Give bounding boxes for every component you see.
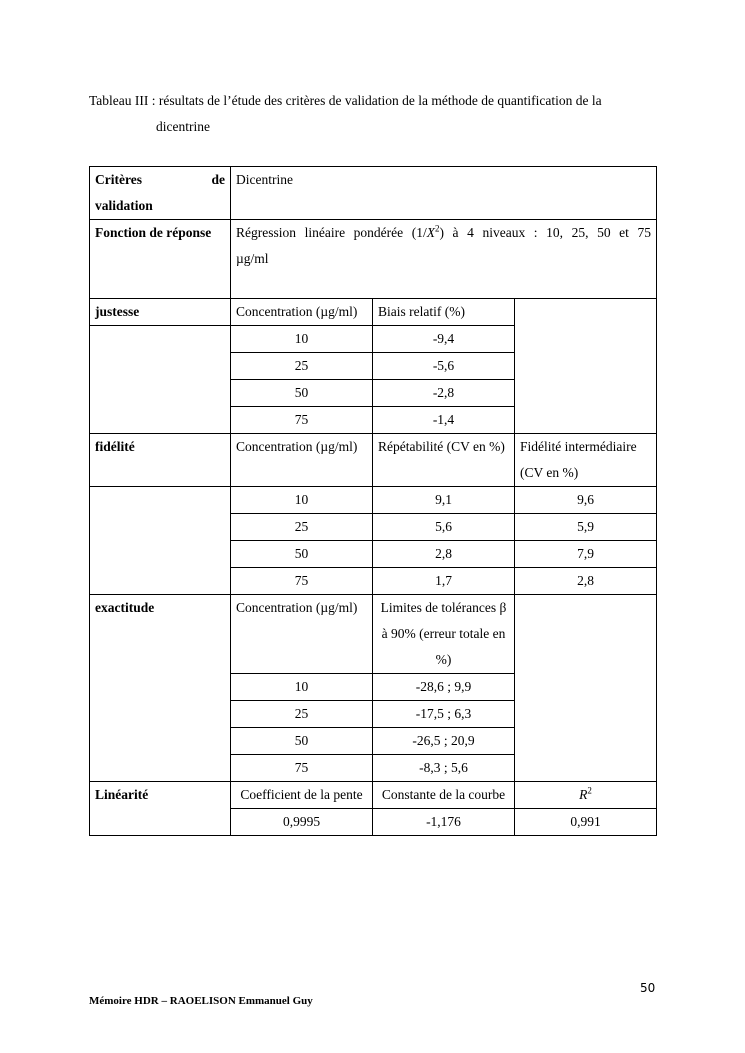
fidelite-inter: 2,8 [515,568,657,595]
criteria-label-word-1: Critères [95,172,142,187]
caption-line-1: Tableau III : résultats de l’étude des critères de validation de la méthode de quantification de la [89,93,602,108]
fidelite-col1: Concentration (µg/ml) [231,434,373,487]
exactitude-header-row [90,595,657,674]
fidelite-repeat: 9,1 [373,487,515,514]
criteria-header-cell [90,167,231,220]
response-text-b: ) à 4 niveaux : 10, 25, 50 et 75 [439,225,652,240]
exactitude-conc: 50 [231,728,373,755]
response-row [90,220,657,299]
empty-cell [90,487,231,595]
linearite-col3 [515,782,657,809]
fidelite-repeat: 2,8 [373,541,515,568]
justesse-bias: -2,8 [373,380,515,407]
footer-text: Mémoire HDR – RAOELISON Emmanuel Guy [89,995,313,1007]
exactitude-conc: 25 [231,701,373,728]
justesse-conc: 25 [231,353,373,380]
response-text-a: Régression linéaire pondérée (1/ [236,225,427,240]
r-symbol: R [579,787,588,802]
justesse-bias: -9,4 [373,326,515,353]
fidelite-label: fidélité [90,434,231,487]
exactitude-label: exactitude [90,595,231,782]
page-number: 50 [640,981,656,995]
fidelite-col3: Fidélité intermédiaire (CV en %) [515,434,657,487]
table-caption [89,88,669,140]
response-text [231,220,657,299]
linearite-col2: Constante de la courbe [373,782,515,809]
compound-cell: Dicentrine [231,167,657,220]
fidelite-inter: 7,9 [515,541,657,568]
caption-line-2: dicentrine [156,119,210,134]
linearite-r2: 0,991 [515,809,657,836]
response-text-sup: 2 [434,223,440,234]
fidelite-conc: 10 [231,487,373,514]
fidelite-conc: 75 [231,568,373,595]
justesse-conc: 50 [231,380,373,407]
justesse-bias: -1,4 [373,407,515,434]
justesse-conc: 10 [231,326,373,353]
fidelite-repeat: 1,7 [373,568,515,595]
fidelite-conc: 25 [231,514,373,541]
linearite-col1: Coefficient de la pente [231,782,373,809]
justesse-col1: Concentration (µg/ml) [231,299,373,326]
exactitude-limits: -8,3 ; 5,6 [373,755,515,782]
exactitude-col2: Limites de tolérances β à 90% (erreur totale en %) [373,595,515,674]
exactitude-limits: -28,6 ; 9,9 [373,674,515,701]
exactitude-empty [515,595,657,782]
exactitude-limits: -17,5 ; 6,3 [373,701,515,728]
justesse-empty [515,299,657,434]
fidelite-inter: 5,9 [515,514,657,541]
justesse-header-row [90,299,657,326]
exactitude-conc: 75 [231,755,373,782]
response-label: Fonction de réponse [90,220,231,299]
linearite-slope: 0,9995 [231,809,373,836]
criteria-label-word-3: validation [95,198,153,213]
fidelite-conc: 50 [231,541,373,568]
fidelite-repeat: 5,6 [373,514,515,541]
linearite-header-row [90,782,657,809]
exactitude-conc: 10 [231,674,373,701]
fidelite-header-row [90,434,657,487]
response-text-x: X [426,225,435,240]
header-row [90,167,657,220]
exactitude-col1: Concentration (µg/ml) [231,595,373,674]
criteria-label-word-2: de [211,172,225,187]
linearite-constant: -1,176 [373,809,515,836]
r-superscript: 2 [587,785,592,796]
fidelite-inter: 9,6 [515,487,657,514]
exactitude-limits: -26,5 ; 20,9 [373,728,515,755]
linearite-label: Linéarité [90,782,231,836]
validation-table [89,166,657,836]
response-text-c: µg/ml [236,251,269,266]
empty-cell [90,326,231,434]
fidelite-col2: Répétabilité (CV en %) [373,434,515,487]
justesse-conc: 75 [231,407,373,434]
table-row [90,487,657,514]
justesse-bias: -5,6 [373,353,515,380]
justesse-col2: Biais relatif (%) [373,299,515,326]
justesse-label: justesse [90,299,231,326]
